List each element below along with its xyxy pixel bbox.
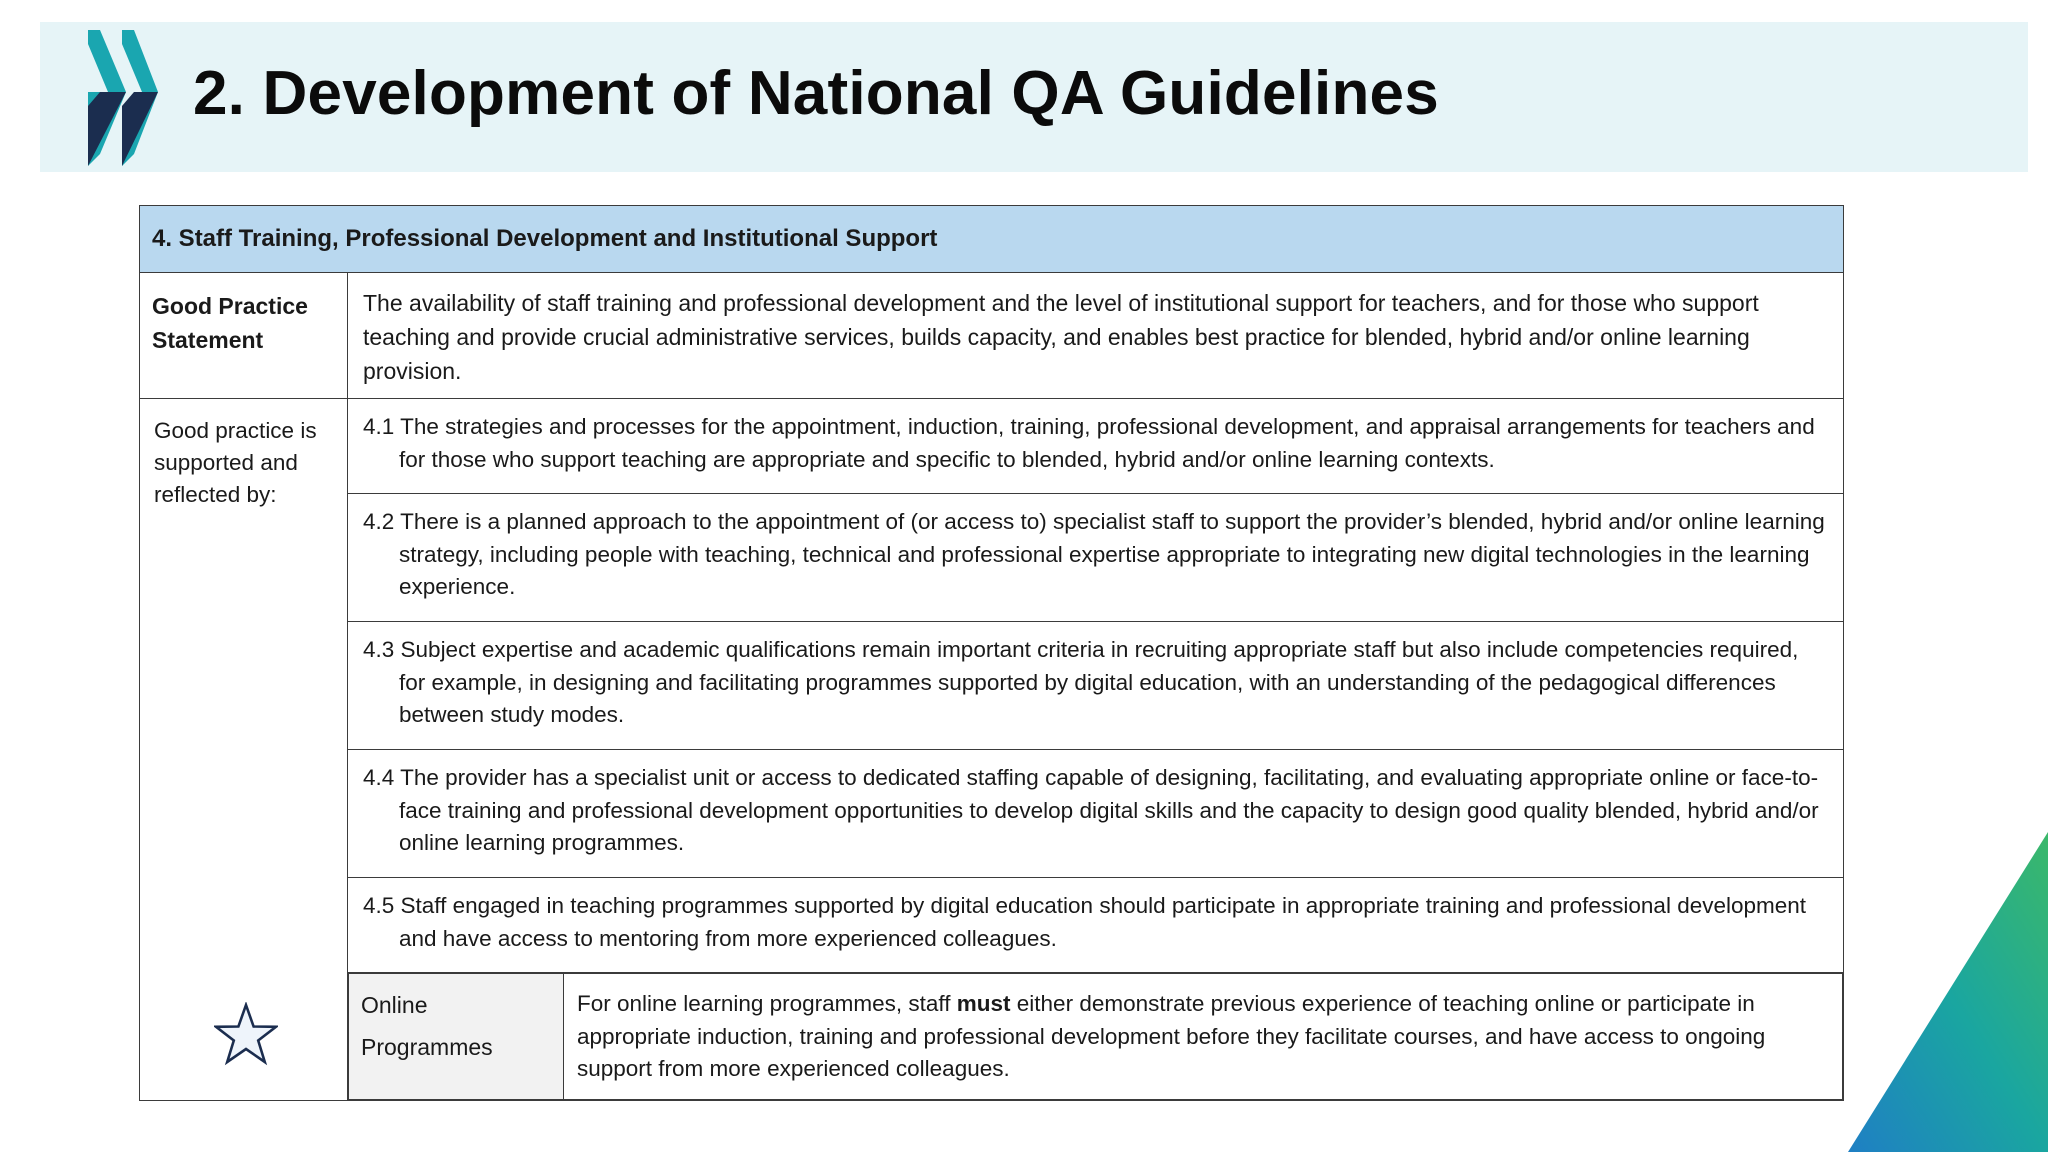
qa-guidelines-table <box>139 205 1844 1101</box>
online-programmes-row <box>348 973 1844 1101</box>
list-item-4-2: 4.2 There is a planned approach to the appointment of (or access to) specialist staff to support the provider’s blended, hybrid and/or online learning strategy, including people with teaching, technical and professional expertise appropriate to integrating new digital technologies in the learning experience. <box>348 494 1844 622</box>
list-item-4-4: 4.4 The provider has a specialist unit or access to dedicated staffing capable of designing, facilitating, and evaluating appropriate online or face-to-face training and professional development opportunities to develop digital skills and the capacity to design good quality blended, hybrid and/or online learning programmes. <box>348 750 1844 878</box>
gradient-triangle-decoration <box>1848 832 2048 1152</box>
page-title: 2. Development of National QA Guidelines <box>193 59 1439 128</box>
list-item-4-5: 4.5 Staff engaged in teaching programmes supported by digital education should participate in appropriate training and professional development and have access to mentoring from more experienced colleagues. <box>348 878 1844 973</box>
online-text-must: must <box>956 991 1011 1016</box>
online-programmes-text <box>564 974 1843 1100</box>
table-header: 4. Staff Training, Professional Development and Institutional Support <box>140 206 1844 273</box>
online-text-before: For online learning programmes, staff <box>577 991 957 1016</box>
supported-by-cell <box>140 399 348 1101</box>
good-practice-label: Good Practice Statement <box>140 273 348 399</box>
online-label-line2: Programmes <box>361 1034 493 1060</box>
star-outline-icon <box>214 1002 278 1066</box>
online-programmes-label <box>349 974 564 1100</box>
online-programmes-table <box>348 973 1843 1100</box>
list-item-4-3: 4.3 Subject expertise and academic qualifications remain important criteria in recruiting appropriate staff but also include competencies required, for example, in designing and facilitating programmes supported by digital education, with an understanding of the pedagogical differences between study modes. <box>348 622 1844 750</box>
online-text-after: either demonstrate previous experience of teaching online or participate in appropriate induction, training and professional development before they facilitate courses, and have access to ongoing support from more experienced colleagues. <box>577 991 1766 1081</box>
supported-by-label: Good practice is supported and reflected by: <box>154 418 317 507</box>
list-item-4-1: 4.1 The strategies and processes for the appointment, induction, training, professional development, and appraisal arrangements for teachers and for those who support teaching are appropriate and specific to blended, hybrid and/or online learning contexts. <box>348 399 1844 494</box>
good-practice-statement: The availability of staff training and professional development and the level of institutional support for teachers, and for those who support teaching and provide crucial administrative services, builds capacity, and enables best practice for blended, hybrid and/or online learning provision. <box>348 273 1844 399</box>
online-label-line1: Online <box>361 992 428 1018</box>
double-chevron-icon <box>86 30 158 166</box>
